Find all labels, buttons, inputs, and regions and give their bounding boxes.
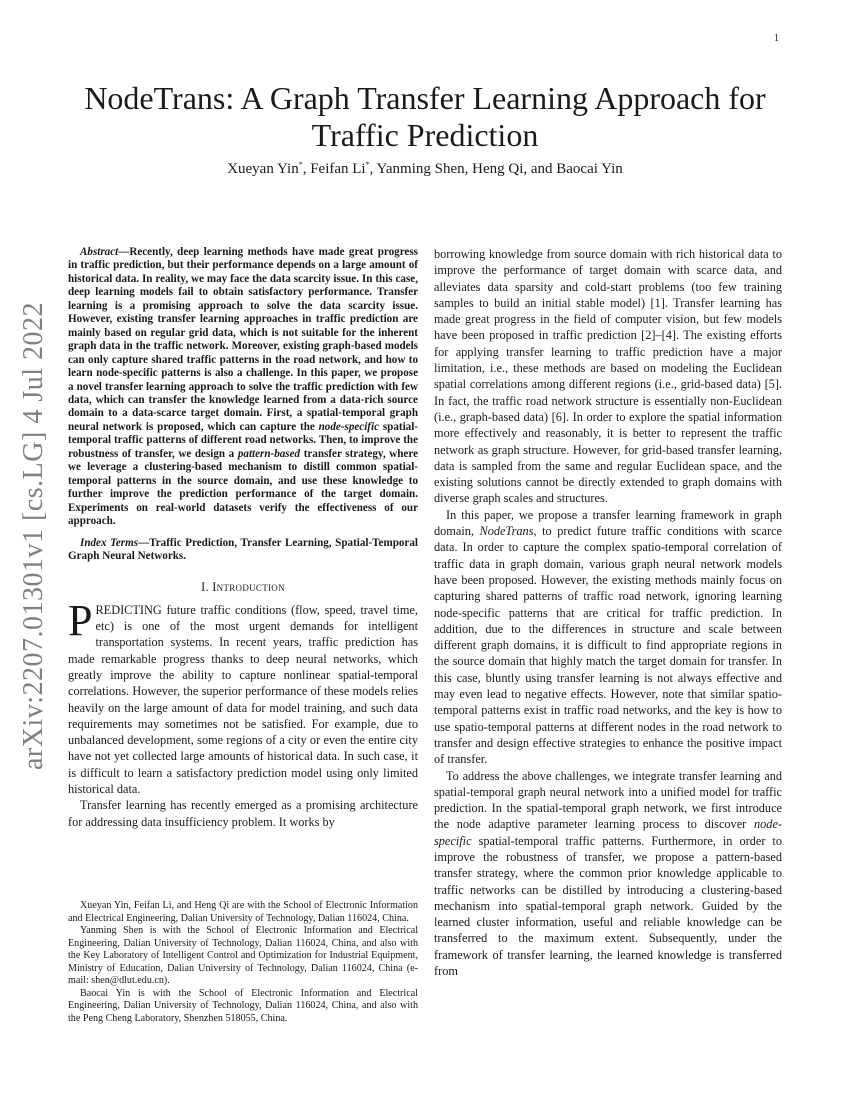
footnote: Baocai Yin is with the School of Electronic Information and Electrical Engineering, Dalian University of Technology, Dalian 116024, China, and also with the Peng Cheng Laboratory, Shenzhen 518055, China. (68, 987, 418, 1024)
author-name: Xueyan Yin (227, 161, 299, 177)
lead-word: REDICTING (95, 602, 162, 617)
footnote: Xueyan Yin, Feifan Li, and Heng Qi are with the School of Electronic Information and Electrical Engineering, Dalian University of Technology, Dalian 116024, China. (68, 900, 418, 924)
paper-title: NodeTrans: A Graph Transfer Learning Approach for Traffic Prediction (84, 80, 766, 153)
abstract-emphasis: node-specific (318, 420, 380, 433)
right-column (434, 246, 782, 979)
equal-contribution-mark: * (298, 160, 303, 169)
body-paragraph (434, 507, 782, 768)
intro-text: future traffic conditions (flow, speed, travel time, etc) is one of the most urgent demands for intelligent transportation systems. In recent years, traffic prediction has made remarkable progress thanks to deep neural networks, which greatly improve the ability to capture nonlinear spatial-temporal correlations. However, the superior performance of these models relies heavily on the large amount of data for model training, and such data requirements may sometimes not be satisfied. For example, due to unbalanced development, some regions of a city or even the entire city have not yet collected large amounts of historical data. In such case, it is difficult to learn a satisfactory prediction model using only limited historical data. (68, 602, 418, 796)
body-emphasis: node-specific (434, 817, 782, 848)
section-heading-introduction: I. Introduction (201, 580, 285, 595)
abstract-text: —Recently, deep learning methods have made great progress in traffic prediction, but their performance depends on a large amount of historical data. In reality, we may face the data scarcity issue. In this case, deep learning models fail to obtain satisfactory performance. Transfer learning is a promising approach to solve the data scarcity issue. However, existing transfer learning approaches in traffic prediction are mainly based on regular grid data, which is not suitable for the inherent graph data in the traffic network. Moreover, existing graph-based models can only capture shared traffic patterns in the road network, and how to learn node-specific patterns is also a challenge. In this paper, we propose a novel transfer learning approach to solve the traffic prediction with few data, which can transfer the knowledge learned from a data-rich source domain to a data-scarce target domain. First, a spatial-temporal graph neural network is proposed, which can capture the (68, 246, 418, 433)
arxiv-identifier-stamp: arXiv:2207.01301v1 [cs.LG] 4 Jul 2022 (18, 301, 49, 770)
author-list: Xueyan Yin*, Feifan Li*, Yanming Shen, Heng Qi, and Baocai Yin (227, 160, 623, 177)
index-terms (68, 537, 418, 564)
intro-paragraph: Transfer learning has recently emerged as a promising architecture for addressing data insufficiency problem. It works by (68, 798, 418, 829)
intro-paragraph (68, 595, 418, 798)
abstract (68, 246, 418, 529)
abstract-text: spatial-temporal traffic patterns of different road networks. Then, to improve the robustness of transfer, we design a (68, 420, 418, 460)
affiliation-footnotes (68, 900, 418, 1025)
equal-contribution-mark: * (365, 160, 370, 169)
index-terms-text: —Traffic Prediction, Transfer Learning, Spatial-Temporal Graph Neural Networks. (68, 536, 418, 562)
body-text: , to predict future traffic conditions with scarce data. In order to capture the complex spatio-temporal correlation of traffic data in graph domain, various graph neural network models have been proposed. However, the existing methods mainly focus on capturing shared patterns of traffic road network, ignoring learning node-specific patterns that are critical for traffic prediction. In addition, due to the differences in structure and scale between different graph domains, it is difficult to find appropriate regions in the source domain that highly match the target domain for transfer. In this case, bluntly using transfer learning is not always effective and may even lead to negative effects. However, note that similar spatio-temporal patterns exist in traffic road networks, and the key is how to use spatio-temporal patterns at different nodes in the road network to transfer and design effective strategies to enhance the positive impact of transfer. (434, 524, 782, 767)
left-column (68, 246, 418, 830)
footnote: Yanming Shen is with the School of Electronic Information and Electrical Engineering, Dalian University of Technology, Dalian 116024, China, and also with the Key Laboratory of Intelligent Control and Optimization for Industrial Equipment, Ministry of Education, Dalian University of Technology, Dalian 116024, China (e-mail: shen@dlut.edu.cn). (68, 925, 418, 986)
method-name: NodeTrans (479, 524, 534, 539)
body-paragraph (434, 768, 782, 980)
abstract-emphasis: pattern-based (237, 447, 301, 460)
page-number: 1 (774, 33, 779, 44)
body-text: To address the above challenges, we integrate transfer learning and spatial-temporal graph neural network into a unified model for traffic prediction. In the spatial-temporal graph network, we first introduce the node adaptive parameter learning process to discover (434, 768, 782, 832)
body-paragraph: borrowing knowledge from source domain with rich historical data to improve the performance of target domain with scarce data, and alleviates data sparsity and cold-start problems (too few training samples to build an initial stable model) [1]. Transfer learning has made great progress in the field of computer vision, but few models have been proposed in traffic prediction [2]–[4]. The existing efforts for applying transfer learning to traffic prediction have a major limitation, i.e., these methods are based on modeling the Euclidean spatial correlations among different regions (i.e., grid-based data) [5]. In fact, the traffic road network structure is essentially non-Euclidean (i.e., graph-based data) [6]. In order to explore the spatial information more effectively and reasonably, it is better to represent the traffic network as graph structure. However, for grid-based transfer learning, data is sampled from the same and regular Euclidean space, and the existing solutions cannot be directly extended to graph domains with diverse graph scales and structures. (434, 247, 782, 506)
drop-cap: P (68, 595, 93, 645)
abstract-label: Abstract (80, 246, 119, 258)
author-names-rest: , Yanming Shen, Heng Qi, and Baocai Yin (369, 161, 623, 177)
index-terms-label: Index Terms (80, 536, 139, 549)
body-text: spatial-temporal traffic patterns. Furthermore, in order to improve the robustness of transfer, we propose a pattern-based transfer strategy, where the common prior knowledge applicable to traffic networks can be distilled by introducing a clustering-based mechanism into spatial-temporal graph network. Guided by the learned cluster information, useful and reliable knowledge can be transferred to the maximum extent. Subsequently, under the framework of transfer learning, the learned knowledge is transferred from (434, 833, 782, 979)
author-name: Feifan Li (310, 161, 366, 177)
body-text: In this paper, we propose a transfer learning framework in graph domain, (434, 507, 782, 539)
abstract-text: transfer strategy, where we leverage a clustering-based mechanism to distill common spatial-temporal patterns in the source domain, and use these knowledge to further improve the prediction performance of the target domain. Experiments on real-world datasets verify the effectiveness of our approach. (68, 447, 418, 528)
